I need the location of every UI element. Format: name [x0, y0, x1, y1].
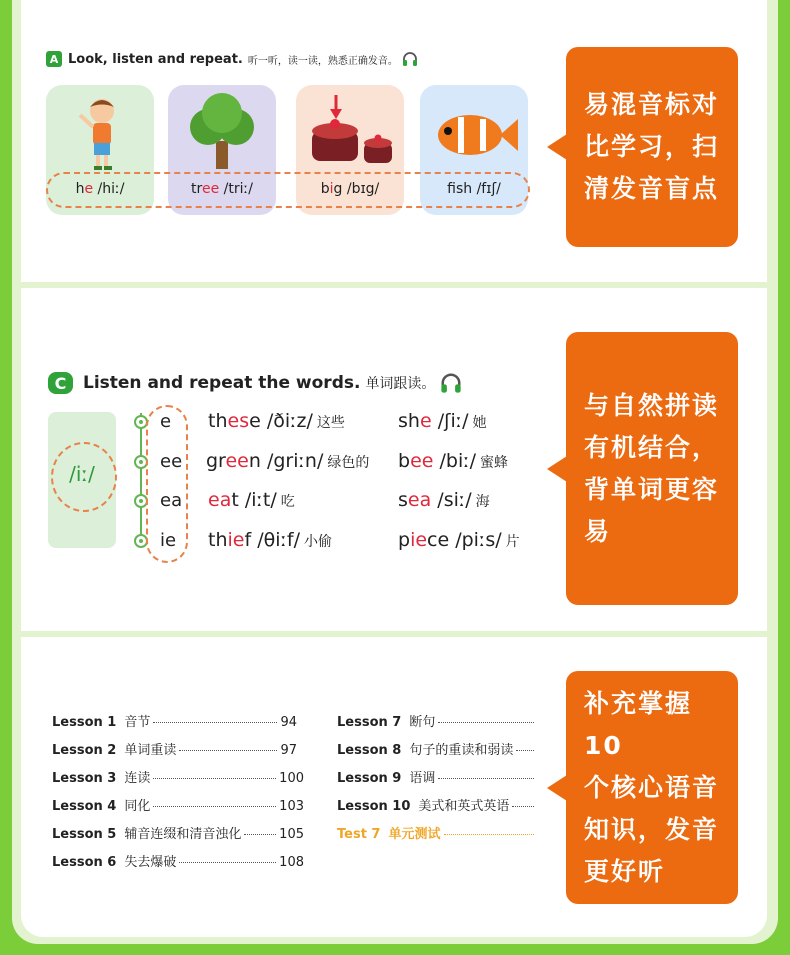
- card-word: fsh /fɪʃ/: [447, 181, 501, 197]
- spelling-item: e: [160, 411, 172, 432]
- toc-entry[interactable]: Lesson 7 断句: [337, 711, 537, 730]
- word-row[interactable]: bee /biː/ 蜜蜂: [398, 450, 509, 472]
- card-word: he /hiː/: [75, 181, 125, 197]
- word-row[interactable]: piece /piːs/ 片: [398, 529, 520, 551]
- section-badge: C: [48, 372, 73, 394]
- word-row[interactable]: these /ðiːz/ 这些: [208, 410, 345, 432]
- word-row[interactable]: sea /siː/ 海: [398, 489, 490, 511]
- headphone-icon[interactable]: [402, 51, 418, 67]
- word-row[interactable]: green /griːn/ 绿色的: [206, 450, 370, 472]
- spelling-item: ie: [160, 530, 177, 551]
- section-subtitle: 单词跟读。: [365, 376, 436, 392]
- card-word: big /bɪg/: [320, 181, 380, 197]
- toc-entry[interactable]: Lesson 2 单词重读 97: [52, 743, 297, 758]
- fish-illustration: [420, 93, 528, 173]
- callout-phonetics-knowledge: 补充掌握10 个核心语音 知识，发音 更好听: [566, 671, 738, 904]
- section-badge: A: [46, 51, 62, 67]
- section-title: Listen and repeat the words.: [83, 373, 361, 393]
- toc-entry[interactable]: Lesson 1 音节 94: [52, 715, 297, 730]
- word-row[interactable]: eat /iːt/ 吃: [208, 489, 295, 511]
- toc-entry[interactable]: Lesson 5 辅音连缀和清音浊化 105: [52, 827, 304, 842]
- section-title: Look, listen and repeat.: [68, 51, 243, 67]
- connector-line: [140, 413, 142, 543]
- toc-entry[interactable]: Lesson 8 句子的重读和弱读: [337, 739, 537, 758]
- boy-illustration: [46, 93, 154, 173]
- card-word: tree /triː/: [191, 181, 253, 197]
- toc-entry[interactable]: Lesson 9 语调: [337, 767, 537, 786]
- toc-entry[interactable]: Lesson 4 同化 103: [52, 799, 304, 814]
- toc-entry-test[interactable]: Test 7 单元测试: [337, 823, 537, 842]
- section-a-header: [46, 51, 418, 67]
- headphone-icon[interactable]: [439, 372, 463, 394]
- word-row[interactable]: thief /θiːf/ 小偷: [208, 529, 333, 551]
- word-row[interactable]: she /ʃiː/ 她: [398, 410, 487, 432]
- callout-contrast: 易混音标对 比学习，扫 清发音盲点: [566, 47, 738, 247]
- spelling-item: ea: [160, 490, 183, 511]
- section-subtitle: 听一听，读一读，熟悉正确发音。: [247, 55, 398, 67]
- section-c-header: [48, 372, 463, 394]
- callout-phonics: 与自然拼读 有机结合， 背单词更容 易: [566, 332, 738, 605]
- cake-illustration: [296, 93, 404, 173]
- spelling-item: ee: [160, 451, 183, 472]
- ipa-symbol: /iː/: [69, 462, 95, 486]
- tree-illustration: [168, 93, 276, 173]
- toc-entry[interactable]: Lesson 6 失去爆破 108: [52, 855, 304, 870]
- toc-entry[interactable]: Lesson 3 连读 100: [52, 771, 304, 786]
- dashed-highlight-ring: [46, 172, 530, 208]
- toc-entry[interactable]: Lesson 10 美式和英式英语: [337, 795, 537, 814]
